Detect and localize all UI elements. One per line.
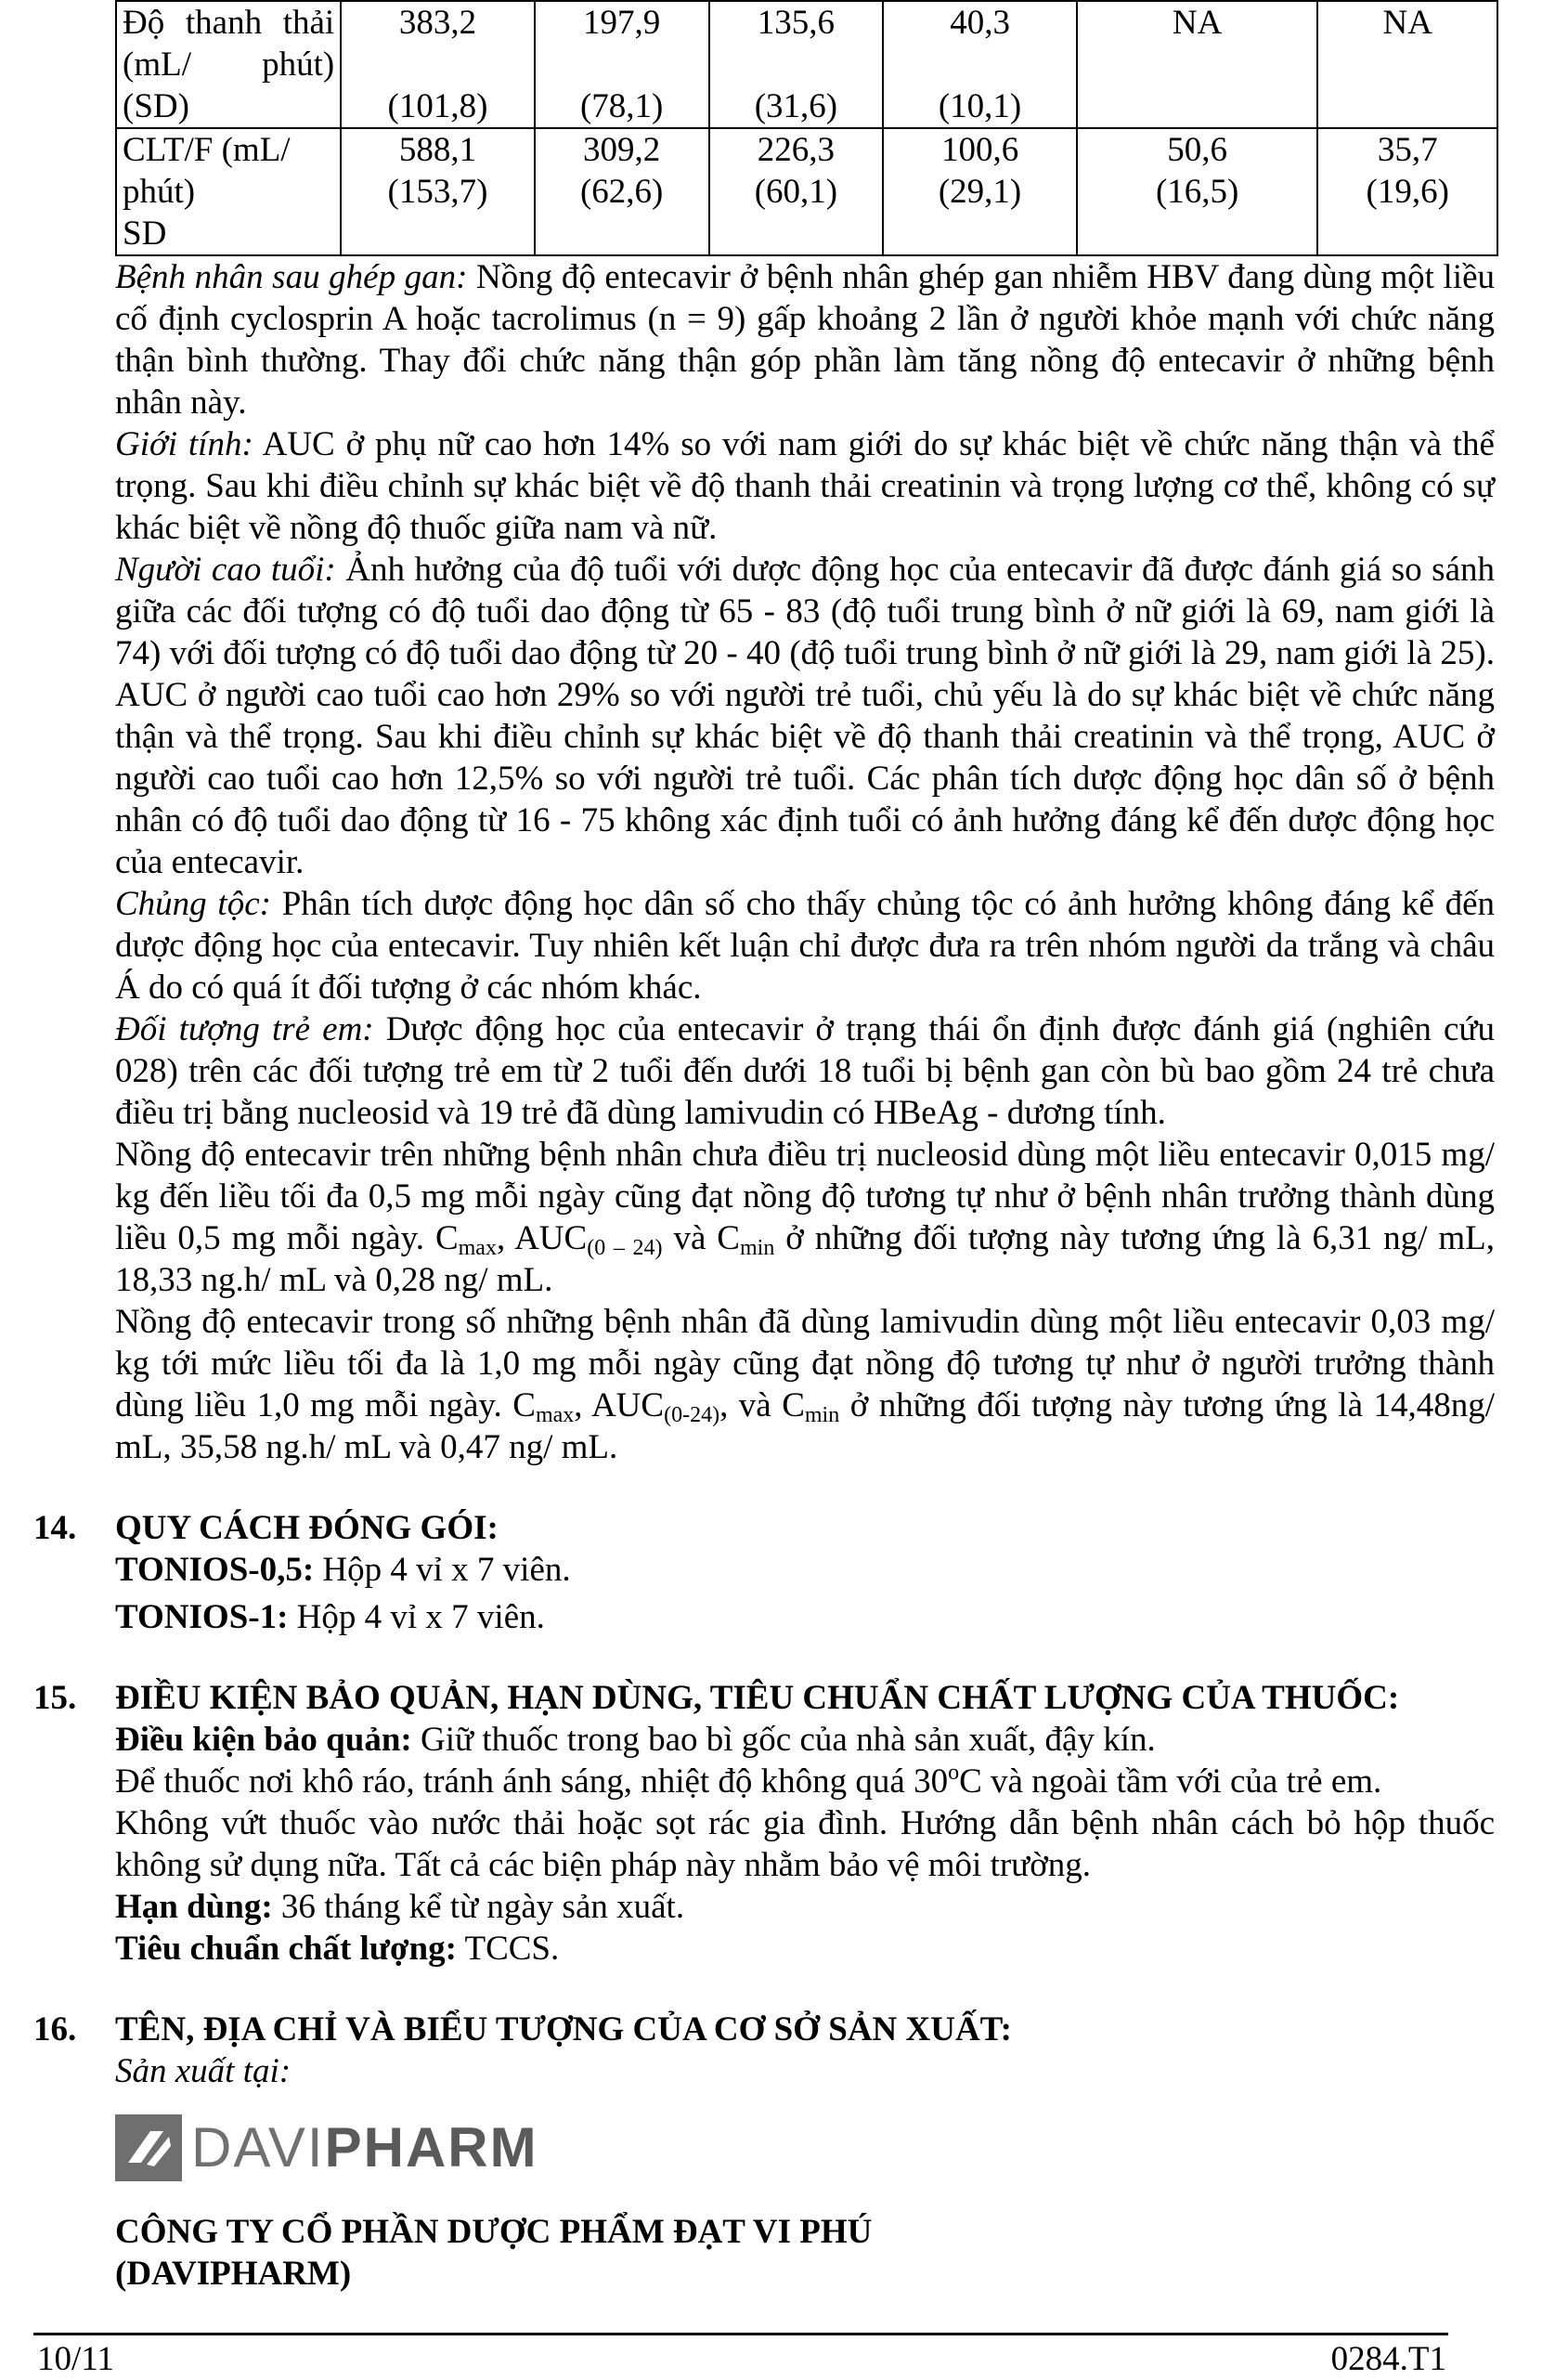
row-label: Độ thanh thải (mL/ phút) (SD) [116,1,341,128]
table-row [116,128,1497,255]
paragraph-children: Đối tượng trẻ em: Dược động học của entecavir ở trạng thái ổn định được đánh giá (nghiên cứu 028) trên các đối tượng trẻ em từ 2 tuổi đến dưới 18 tuổi bị bệnh gan còn bù bao gồm 24 trẻ chưa điều trị bằng nucleosid và 19 trẻ đã dùng lamivudin có HBeAg - dương tính. [115,1010,1495,1132]
packaging-line: TONIOS-1: Hộp 4 vỉ x 7 viên. [115,1598,545,1636]
table-cell: 35,7 (19,6) [1317,128,1497,255]
made-at-label: Sản xuất tại: [115,2052,292,2090]
paragraph-lamivudine-patients: Nồng độ entecavir trong số những bệnh nhân đã dùng lamivudin dùng một liều entecavir 0,03 mg/ kg tới mức liều tối đa là 1,0 mg mỗi ngày cũng đạt nồng độ tương tự như ở người trưởng thành dùng liều 1,0 mg mỗi ngày. $C_{max}$, $AUC_{(0-24)}$, và $C_{min}$ ở những đối tượng này tương ứng là 14,48ng/ mL, 35,58 ng.h/ mL và 0,47 ng/ mL. [115,1303,1495,1466]
paragraph-naive-patients: Nồng độ entecavir trên những bệnh nhân chưa điều trị nucleosid dùng một liều entecavir 0,015 mg/ kg đến liều tối đa 0,5 mg mỗi ngày cũng đạt nồng độ tương tự như ở bệnh nhân trưởng thành dùng liều 0,5 mg mỗi ngày. $C_{max}$, $AUC_{(0 - 24)}$ và $C_{min}$ ở những đối tượng này tương ứng là 6,31 ng/ mL, 18,33 ng.h/ mL và 0,28 ng/ mL. [115,1136,1495,1299]
section-title: TÊN, ĐỊA CHỈ VÀ BIỂU TƯỢNG CỦA CƠ SỞ SẢN XUẤT: [115,2010,1012,2048]
paragraph-gender: Giới tính: AUC ở phụ nữ cao hơn 14% so với nam giới do sự khác biệt về chức năng thận và thể trọng. Sau khi điều chỉnh sự khác biệt về độ thanh thải creatinin và trọng lượng cơ thể, không có sự khác biệt về nồng độ thuốc giữa nam và nữ. [115,425,1495,547]
footer-divider [33,2333,1448,2335]
section-number: 14. [33,1509,77,1547]
paragraph-elderly: Người cao tuổi: Ảnh hưởng của độ tuổi với dược động học của entecavir đã được đánh giá so sánh giữa các đối tượng có độ tuổi dao động từ 65 - 83 (độ tuổi trung bình ở nữ giới là 69, nam giới là 74) với đối tượng có độ tuổi dao động từ 20 - 40 (độ tuổi trung bình ở nữ giới là 29, nam giới là 25). AUC ở người cao tuổi cao hơn 29% so với người trẻ tuổi, chủ yếu là do sự khác biệt về chức năng thận và thể trọng. Sau khi điều chỉnh sự khác biệt về độ thanh thải creatinin và thể trọng, AUC ở người cao tuổi cao hơn 12,5% so với người trẻ tuổi. Các phân tích dược động học dân số ở bệnh nhân có độ tuổi dao động từ 16 - 75 không xác định tuổi có ảnh hưởng đáng kể đến dược động học của entecavir. [115,551,1495,881]
document-body [33,0,1496,2295]
table-cell: 40,3 (10,1) [883,1,1077,128]
table-cell: NA [1077,1,1318,128]
page-number: 10/11 [37,2340,114,2378]
row-label: CLT/F (mL/ phút) SD [116,128,341,255]
shelf-life: Hạn dùng: 36 tháng kể từ ngày sản xuất. [115,1888,685,1926]
section-title: QUY CÁCH ĐÓNG GÓI: [115,1509,499,1547]
davipharm-logo [115,2101,1495,2194]
paragraph-liver-transplant: Bệnh nhân sau ghép gan: Nồng độ entecavir ở bệnh nhân ghép gan nhiễm HBV đang dùng một liều cố định cyclosprin A hoặc tacrolimus (n = 9) gấp khoảng 2 lần ở người khỏe mạnh với chức năng thận bình thường. Thay đổi chức năng thận góp phần làm tăng nồng độ entecavir ở những bệnh nhân này. [115,258,1495,422]
paragraph-heading: Giới tính: [115,425,253,463]
storage-conditions: Điều kiện bảo quản: Giữ thuốc trong bao bì gốc của nhà sản xuất, đậy kín. [115,1721,1156,1759]
document-code: 0284.T1 [1330,2340,1446,2378]
section-title: ĐIỀU KIỆN BẢO QUẢN, HẠN DÙNG, TIÊU CHUẨN CHẤT LƯỢNG CỦA THUỐC: [115,1679,1400,1717]
logo-wordmark: DAVIPHARM [191,2116,538,2178]
table-cell: 197,9 (78,1) [535,1,709,128]
section-packaging [33,1507,1495,1638]
logo-mark-icon [115,2114,182,2181]
section-number: 16. [33,2010,77,2048]
table-cell: 309,2 (62,6) [535,128,709,255]
storage-temperature: Để thuốc nơi khô ráo, tránh ánh sáng, nhiệt độ không quá 30$^o$C và ngoài tầm với của trẻ em. [115,1761,1382,1801]
section-storage [33,1677,1495,1970]
table-row [116,1,1497,128]
table-cell: 100,6 (29,1) [883,128,1077,255]
table-cell: 588,1 (153,7) [341,128,535,255]
section-number: 15. [33,1679,77,1717]
table-cell: 135,6 (31,6) [709,1,884,128]
quality-standard: Tiêu chuẩn chất lượng: TCCS. [115,1930,560,1968]
paragraph-heading: Người cao tuổi: [115,551,336,589]
storage-disposal: Không vứt thuốc vào nước thải hoặc sọt rác gia đình. Hướng dẫn bệnh nhân cách bỏ hộp thuốc không sử dụng nữa. Tất cả các biện pháp này nhằm bảo vệ môi trường. [115,1804,1495,1884]
table-cell: 226,3 (60,1) [709,128,884,255]
section-manufacturer [33,2009,1495,2295]
table-cell: 383,2 (101,8) [341,1,535,128]
paragraph-heading: Chủng tộc: [115,885,271,923]
paragraph-heading: Đối tượng trẻ em: [115,1010,374,1048]
pharmacokinetics-table [115,0,1498,256]
company-name: CÔNG TY CỔ PHẦN DƯỢC PHẨM ĐẠT VI PHÚ (DAVIPHARM) [115,2213,873,2293]
paragraph-heading: Bệnh nhân sau ghép gan: [115,258,468,296]
packaging-line: TONIOS-0,5: Hộp 4 vỉ x 7 viên. [115,1551,571,1589]
paragraph-race: Chủng tộc: Phân tích dược động học dân số cho thấy chủng tộc có ảnh hưởng không đáng kể đến dược động học của entecavir. Tuy nhiên kết luận chỉ được đưa ra trên nhóm người da trắng và châu Á do có quá ít đối tượng ở các nhóm khác. [115,885,1496,1007]
table-cell: NA [1317,1,1497,128]
table-cell: 50,6 (16,5) [1077,128,1318,255]
